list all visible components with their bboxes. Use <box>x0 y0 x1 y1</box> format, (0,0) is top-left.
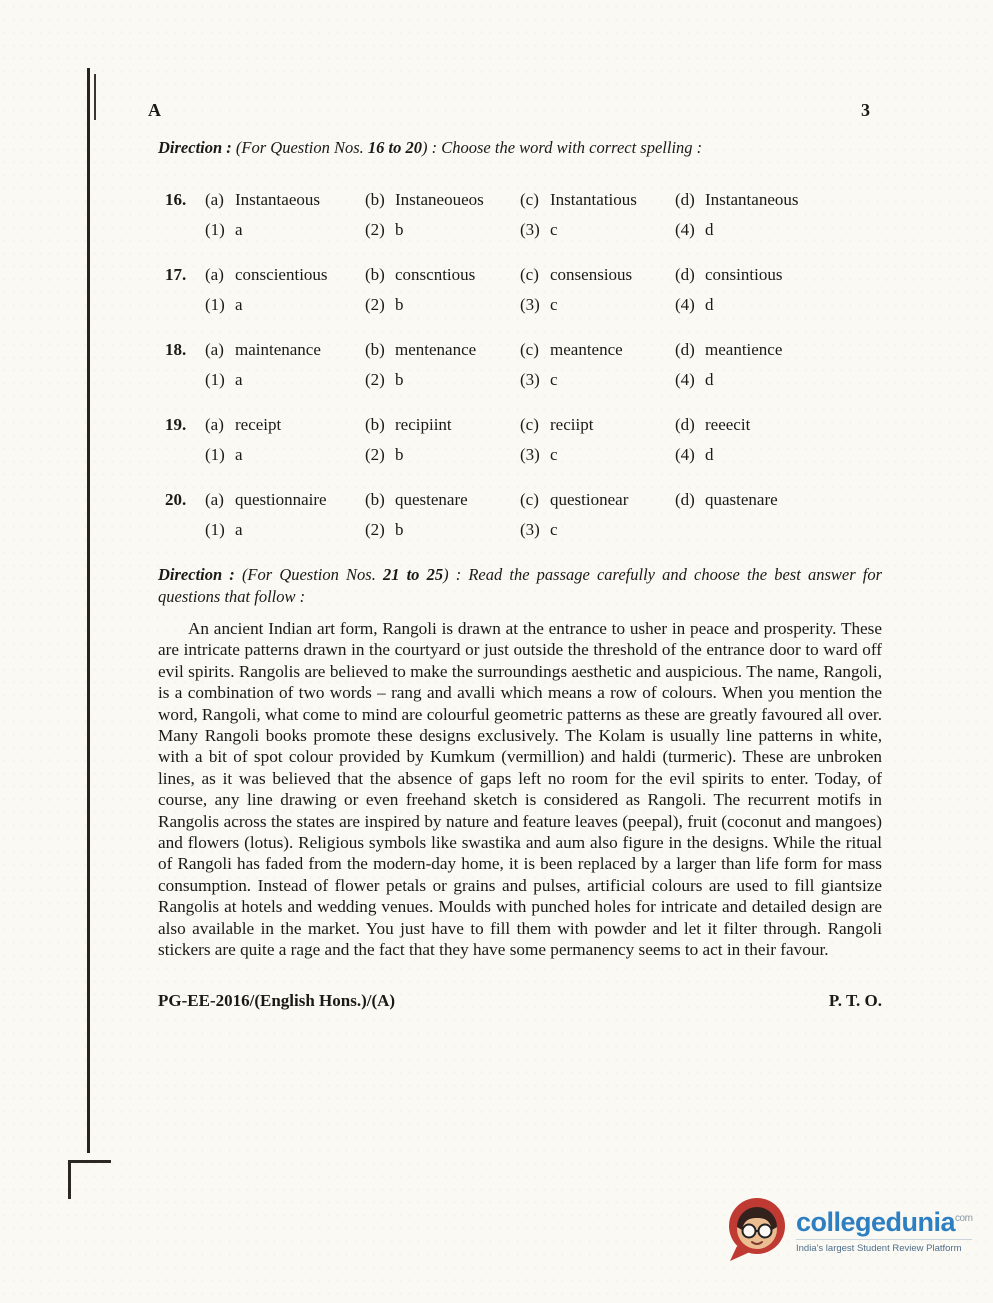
question-number: 18. <box>165 340 187 359</box>
answer-label: (2) <box>365 445 385 464</box>
answer-text: a <box>235 370 243 389</box>
answer-label: (4) <box>675 220 695 239</box>
option-label: (c) <box>520 415 539 434</box>
answer-text: a <box>235 445 243 464</box>
question-20 <box>158 489 882 541</box>
question-options-row <box>158 264 882 286</box>
question-options-row <box>158 189 882 211</box>
option-text: Instantaneous <box>705 190 799 209</box>
answer-label: (1) <box>205 295 225 314</box>
answer-text: b <box>395 370 404 389</box>
answer-text: c <box>550 220 558 239</box>
option-b <box>365 339 520 361</box>
answer-label: (2) <box>365 295 385 314</box>
answer-4 <box>675 294 882 316</box>
option-label: (a) <box>205 415 224 434</box>
answer-label: (2) <box>365 220 385 239</box>
option-label: (a) <box>205 340 224 359</box>
option-text: maintenance <box>235 340 321 359</box>
scan-edge-line <box>87 68 90 1153</box>
option-a <box>205 189 365 211</box>
option-label: (a) <box>205 490 224 509</box>
direction-pre: (For Question Nos. <box>241 565 376 584</box>
answer-4 <box>675 219 882 241</box>
answer-label: (1) <box>205 520 225 539</box>
answer-3 <box>520 444 675 466</box>
answer-2 <box>365 294 520 316</box>
option-label: (d) <box>675 490 695 509</box>
page-content <box>148 100 883 1011</box>
direction-range: 21 to 25 <box>382 565 444 584</box>
answer-1 <box>205 219 365 241</box>
option-b <box>365 414 520 436</box>
option-label: (b) <box>365 340 385 359</box>
option-d <box>675 189 882 211</box>
answer-text: d <box>705 295 714 314</box>
option-a <box>205 264 365 286</box>
option-label: (c) <box>520 340 539 359</box>
option-label: (c) <box>520 490 539 509</box>
answer-label: (3) <box>520 520 540 539</box>
answer-3 <box>520 219 675 241</box>
option-b <box>365 264 520 286</box>
option-text: Instantaeous <box>235 190 320 209</box>
option-text: reeecit <box>705 415 751 434</box>
option-c <box>520 189 675 211</box>
answer-4 <box>675 369 882 391</box>
answer-label: (4) <box>675 370 695 389</box>
answer-label: (3) <box>520 370 540 389</box>
question-19 <box>158 414 882 466</box>
question-list <box>158 189 882 541</box>
answer-1 <box>205 444 365 466</box>
question-answers-row <box>158 219 882 241</box>
answer-text: c <box>550 370 558 389</box>
option-label: (b) <box>365 415 385 434</box>
question-options-row <box>158 489 882 511</box>
question-18 <box>158 339 882 391</box>
option-b <box>365 189 520 211</box>
answer-text: c <box>550 445 558 464</box>
direction-post: ) : Choose the word with correct spelling : <box>422 138 703 157</box>
option-text: conscntious <box>395 265 476 284</box>
answer-1 <box>205 519 365 541</box>
option-text: reciipt <box>550 415 594 434</box>
answer-text: d <box>705 370 714 389</box>
answer-text: a <box>235 295 243 314</box>
option-c <box>520 264 675 286</box>
answer-text: b <box>395 520 404 539</box>
option-text: mentenance <box>395 340 477 359</box>
option-label: (c) <box>520 190 539 209</box>
question-answers-row <box>158 519 882 541</box>
answer-text: b <box>395 220 404 239</box>
question-number: 16. <box>165 190 187 209</box>
option-d <box>675 414 882 436</box>
page-number: 3 <box>861 100 870 120</box>
direction-post: ) : Read the passage carefully and choose the best answer for questions that follow : <box>158 565 883 606</box>
page-corner-mark <box>68 1160 111 1199</box>
answer-4 <box>675 444 882 466</box>
option-text: Instantatious <box>550 190 637 209</box>
option-d <box>675 264 882 286</box>
answer-2 <box>365 369 520 391</box>
answer-label: (3) <box>520 445 540 464</box>
answer-1 <box>205 294 365 316</box>
option-text: meantence <box>550 340 623 359</box>
reading-passage: An ancient Indian art form, Rangoli is drawn at the entrance to usher in peace and prosperity. These are intricate patterns drawn in the courtyard or just outside the threshold of the entrance door to ward off evil spirits. Rangolis are believed to make the surroundings aesthetic and auspicious. The name, Rangoli, is a combination of two words – rang and avalli which means a row of colours. When you mention the word, Rangoli, what come to mind are colourful geometric patterns as these are greatly favoured all over. Many Rangoli books promote these designs exclusively. The Kolam is usually line patterns in white, with a bit of spot colour provided by Kumkum (vermillion) and haldi (turmeric). These are unbroken lines, as it was believed that the absence of gaps left no room for the evil spirits to enter. Today, of course, any line drawing or even freehand sketch is considered as Rangoli. The recurrent motifs in Rangolis across the states are inspired by nature and feature leaves (peepal), fruit (coconut and mangoes) and flowers (lotus). Religious symbols like swastika and aum also figure in the designs. While the ritual of Rangoli has faded from the modern-day home, it is been replaced by a larger than life form for mass consumption. Instead of flower petals or grains and pulses, artificial colours are used to fill giantsize Rangolis at hotels and wedding venues. Moulds with punched holes for intricate and detailed design are also available in the market. You just have to fill them with powder and let it filter through. Rangoli stickers are quite a rage and the fact that they have some permanency seems to act in their favour. <box>158 619 883 960</box>
answer-label: (1) <box>205 370 225 389</box>
answer-text: c <box>550 295 558 314</box>
option-c <box>520 339 675 361</box>
answer-2 <box>365 444 520 466</box>
option-label: (b) <box>365 265 385 284</box>
option-text: receipt <box>235 415 282 434</box>
answer-label: (1) <box>205 220 225 239</box>
option-text: questenare <box>395 490 468 509</box>
answer-text: d <box>705 445 714 464</box>
question-number: 19. <box>165 415 187 434</box>
scan-edge-tick <box>94 74 96 120</box>
option-text: conscientious <box>235 265 328 284</box>
option-label: (b) <box>365 490 385 509</box>
option-label: (d) <box>675 415 695 434</box>
answer-4 <box>675 519 882 541</box>
question-answers-row <box>158 294 882 316</box>
answer-3 <box>520 519 675 541</box>
option-label: (d) <box>675 265 695 284</box>
answer-label: (3) <box>520 295 540 314</box>
answer-label: (3) <box>520 220 540 239</box>
collegedunia-logo <box>726 1196 972 1262</box>
answer-label: (4) <box>675 295 695 314</box>
question-17 <box>158 264 882 316</box>
question-16 <box>158 189 882 241</box>
answer-label: (2) <box>365 520 385 539</box>
option-c <box>520 489 675 511</box>
question-number: 17. <box>165 265 187 284</box>
question-options-row <box>158 339 882 361</box>
answer-label: (1) <box>205 445 225 464</box>
answer-3 <box>520 369 675 391</box>
pto-label: P. T. O. <box>828 990 882 1010</box>
option-label: (b) <box>365 190 385 209</box>
answer-label: (2) <box>365 370 385 389</box>
direction-prefix: Direction : <box>158 138 232 157</box>
direction-prefix: Direction : <box>158 565 235 584</box>
option-a <box>205 489 365 511</box>
question-options-row <box>158 414 882 436</box>
direction-questions-16-20 <box>158 137 882 159</box>
brand-tld: com <box>955 1212 973 1224</box>
answer-2 <box>365 519 520 541</box>
option-label: (d) <box>675 190 695 209</box>
answer-text: b <box>395 295 404 314</box>
answer-text: a <box>235 520 243 539</box>
option-text: questionnaire <box>235 490 327 509</box>
option-c <box>520 414 675 436</box>
paper-code: PG-EE-2016/(English Hons.)/(A) <box>158 990 396 1010</box>
direction-range: 16 to 20 <box>367 138 423 157</box>
set-label: A <box>148 100 161 120</box>
option-text: quastenare <box>705 490 778 509</box>
option-d <box>675 489 882 511</box>
page-header <box>148 100 882 121</box>
option-text: consensious <box>550 265 633 284</box>
option-text: consintious <box>705 265 783 284</box>
brand-tagline: India's largest Student Review Platform <box>796 1239 972 1254</box>
option-text: questionear <box>550 490 629 509</box>
collegedunia-wordmark <box>796 1205 972 1254</box>
question-answers-row <box>158 444 882 466</box>
answer-2 <box>365 219 520 241</box>
answer-text: c <box>550 520 558 539</box>
answer-3 <box>520 294 675 316</box>
option-text: recipiint <box>395 415 452 434</box>
answer-text: d <box>705 220 714 239</box>
page-footer <box>158 991 882 1011</box>
collegedunia-mascot-icon <box>726 1196 788 1262</box>
option-b <box>365 489 520 511</box>
answer-text: b <box>395 445 404 464</box>
option-text: meantience <box>705 340 783 359</box>
option-label: (a) <box>205 265 224 284</box>
question-answers-row <box>158 369 882 391</box>
option-a <box>205 339 365 361</box>
option-label: (d) <box>675 340 695 359</box>
option-a <box>205 414 365 436</box>
question-number: 20. <box>165 490 187 509</box>
brand-name: collegedunia <box>796 1206 956 1237</box>
answer-text: a <box>235 220 243 239</box>
option-d <box>675 339 882 361</box>
answer-1 <box>205 369 365 391</box>
direction-questions-21-25 <box>158 564 882 608</box>
option-label: (c) <box>520 265 539 284</box>
direction-pre: (For Question Nos. <box>235 138 364 157</box>
answer-label: (4) <box>675 445 695 464</box>
option-text: Instaneoueos <box>395 190 484 209</box>
option-label: (a) <box>205 190 224 209</box>
